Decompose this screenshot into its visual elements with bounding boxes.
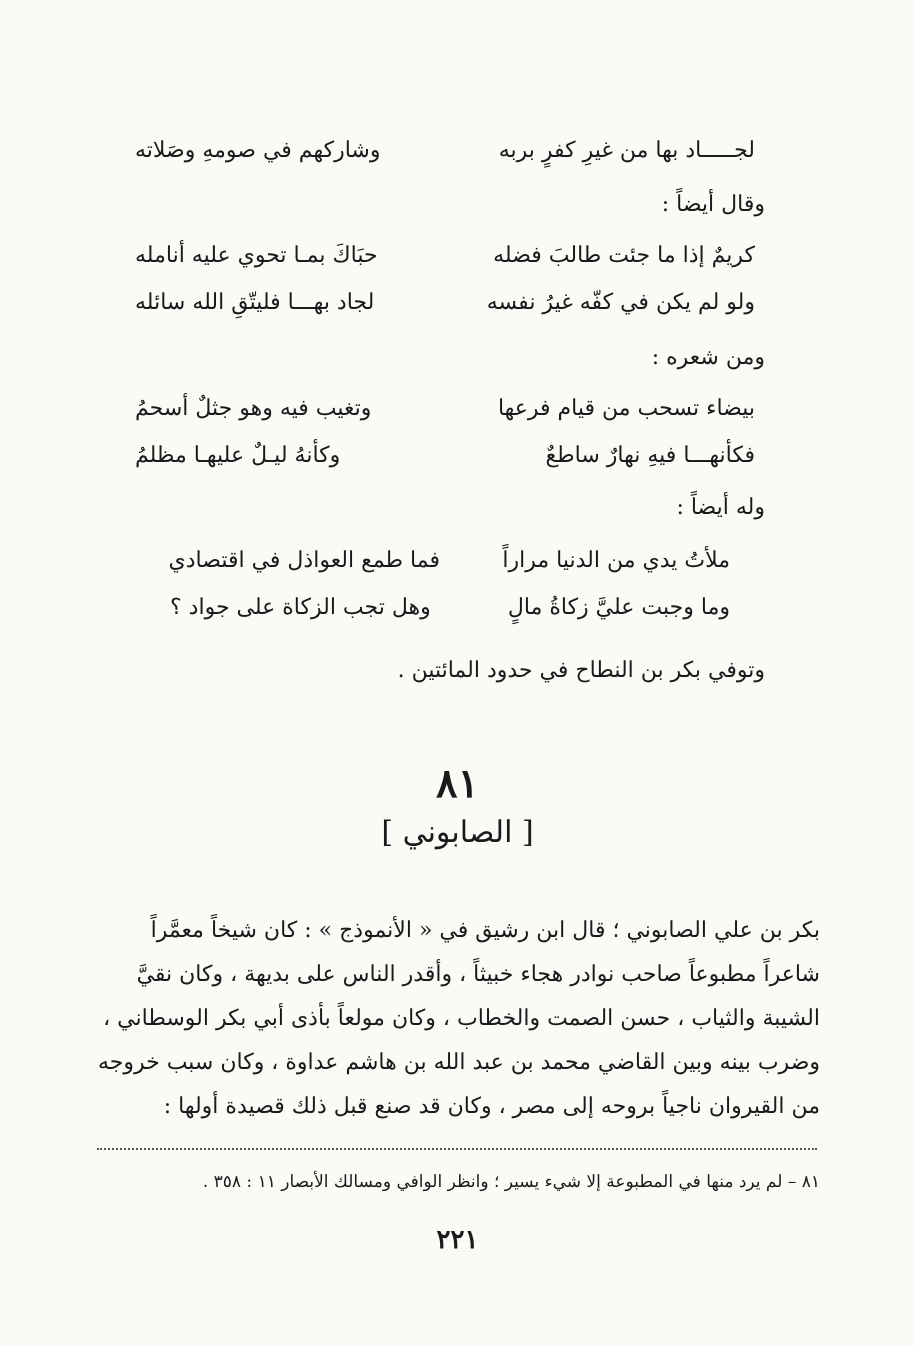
verse-intro: وقال أيضاً : xyxy=(661,192,765,217)
verse-line xyxy=(135,245,755,267)
verse-intro: ومن شعره : xyxy=(651,345,765,370)
verse-second-hemistich: وكأنهُ ليـلٌ عليهـا مظلمُ xyxy=(135,443,341,468)
verse-line xyxy=(170,597,730,619)
verse-first-hemistich: كريمٌ إذا ما جئت طالبَ فضله xyxy=(493,243,755,268)
verse-intro: وله أيضاً : xyxy=(676,495,765,520)
page-number: ٢٢١ xyxy=(436,1225,479,1255)
section-number: ٨١ xyxy=(436,760,479,807)
verse-line xyxy=(135,398,755,420)
prose-line: بكر بن علي الصابوني ؛ قال ابن رشيق في « الأنموذج » : كان شيخاً معمَّراً xyxy=(150,918,820,943)
prose-line: شاعراً مطبوعاً صاحب نوادر هجاء خبيثاً ، وأقدر الناس على بديهة ، وكان نقيَّ xyxy=(136,962,820,987)
verse-second-hemistich: وشاركهم في صومهِ وصَلاته xyxy=(135,138,381,163)
closing-line: وتوفي بكر بن النطاح في حدود المائتين . xyxy=(397,658,765,683)
verse-first-hemistich: بيضاء تسحب من قيام فرعها xyxy=(497,396,755,421)
verse-second-hemistich: وتغيب فيه وهو جثلٌ أسحمُ xyxy=(135,396,372,421)
verse-second-hemistich: وهل تجب الزكاة على جواد ؟ xyxy=(170,595,431,620)
prose-line: الشيبة والثياب ، حسن الصمت والخطاب ، وكان مولعاً بأذى أبي بكر الوسطاني ، xyxy=(103,1006,820,1031)
verse-first-hemistich: ملأتُ يدي من الدنيا مراراً xyxy=(502,548,730,573)
prose-line: من القيروان ناجياً بروحه إلى مصر ، وكان قد صنع قبل ذلك قصيدة أولها : xyxy=(163,1094,820,1119)
verse-first-hemistich: ولو لم يكن في كفّه غيرُ نفسه xyxy=(486,290,755,315)
verse-first-hemistich: وما وجبت عليَّ زكاةُ مالٍ xyxy=(507,595,730,620)
footnote-separator xyxy=(97,1148,817,1150)
prose-line: وضرب بينه وبين القاضي محمد بن عبد الله بن هاشم عداوة ، وكان سبب خروجه xyxy=(97,1050,820,1075)
footnote: ٨١ – لم يرد منها في المطبوعة إلا شيء يسير ؛ وانظر الوافي ومسالك الأبصار ١١ : ٣٥٨ . xyxy=(202,1172,820,1192)
verse-second-hemistich: فما طمع العواذل في اقتصادي xyxy=(168,548,440,573)
section-title: [ الصابوني ] xyxy=(381,815,534,850)
verse-second-hemistich: لجاد بهـــا فليتّقِ الله سائله xyxy=(135,290,375,315)
verse-line xyxy=(135,445,755,467)
verse-line xyxy=(170,550,730,572)
verse-line xyxy=(135,292,755,314)
verse-line xyxy=(135,140,755,162)
verse-first-hemistich: فكأنهـــا فيهِ نهارٌ ساطعٌ xyxy=(545,443,755,468)
verse-first-hemistich: لجـــــاد بها من غيرِ كفرٍ بربه xyxy=(498,138,755,163)
verse-second-hemistich: حبَاكَ بمـا تحوي عليه أنامله xyxy=(135,243,378,268)
